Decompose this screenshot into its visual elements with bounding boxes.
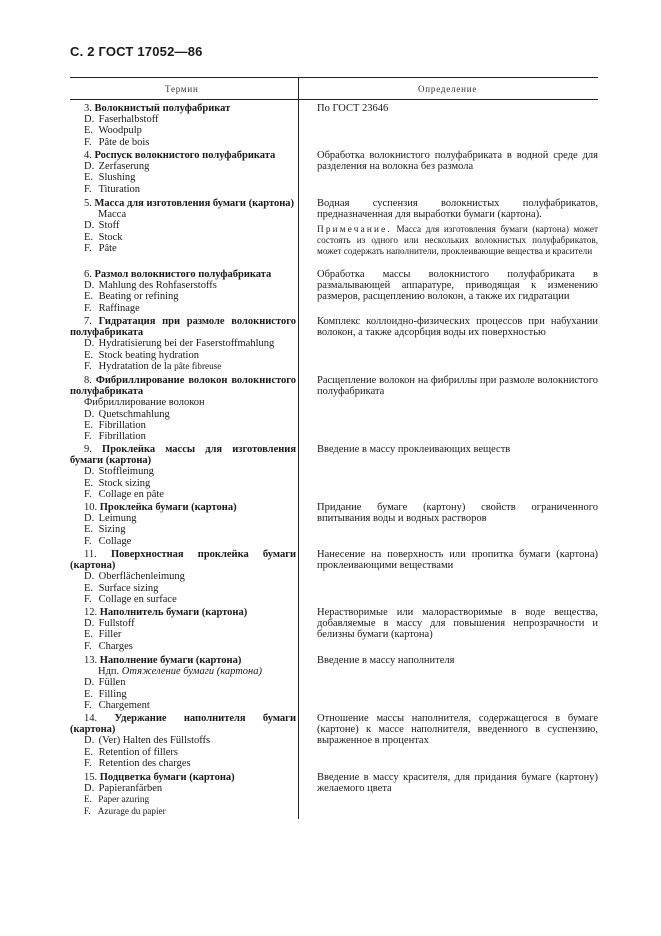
term-de: Füllen	[98, 677, 126, 689]
definition-text: Нерастворимые или малорастворимые в воде вещества, добавляемые в массу для повышения непрозрачности и белизны бумаги (картона)	[317, 607, 598, 641]
entry-number: 6.	[84, 269, 92, 280]
term-title: Размол волокнистого полуфабриката	[94, 269, 272, 280]
lang-code-e: E.	[84, 477, 94, 489]
term-de: Stoffleimung	[98, 466, 154, 478]
lang-code-f: F.	[84, 535, 92, 547]
term-en: Woodpulp	[98, 125, 142, 137]
definition-note	[317, 224, 598, 256]
term-de: Zerfaserung	[98, 161, 150, 173]
note-text: Масса для изготовления бумаги (картона) может состоять из одного или нескольких волокнистых полуфабрикатов, может содержать наполнители, проклеивающие вещества и красители	[317, 224, 598, 256]
term-en: Sizing	[98, 524, 126, 536]
lang-code-d: D.	[84, 783, 95, 795]
note-label: Примечание.	[317, 224, 392, 235]
term-column	[70, 713, 296, 769]
term-en: Retention of fillers	[98, 746, 178, 758]
term-title: Волокнистый полуфабрикат	[94, 103, 231, 114]
term-title: Наполнение бумаги (картона)	[99, 655, 242, 666]
entry-number: 14.	[84, 713, 98, 724]
term-en: Surface sizing	[98, 582, 159, 594]
term-column	[70, 655, 296, 711]
column-header-term: Термин	[165, 84, 199, 94]
ndp-term: Отяжеление бумаги (картона)	[121, 666, 263, 678]
term-column	[70, 549, 296, 605]
lang-code-f: F.	[84, 242, 92, 254]
term-en: Paper azuring	[98, 794, 150, 805]
term-title-wrapped	[70, 713, 296, 735]
entry-number: 12.	[84, 607, 98, 618]
lang-code-f: F.	[84, 360, 92, 372]
definition-text: Введение в массу проклеивающих веществ	[317, 444, 511, 455]
lang-code-d: D.	[84, 618, 95, 630]
definition-text: По ГОСТ 23646	[317, 103, 389, 114]
term-column	[70, 772, 296, 817]
lang-code-e: E.	[84, 582, 94, 594]
lang-code-f: F.	[84, 136, 92, 148]
lang-code-f: F.	[84, 431, 92, 443]
entry-number: 3.	[84, 103, 92, 114]
term-column	[70, 316, 296, 372]
lang-code-e: E.	[84, 419, 94, 431]
term-title: Поверхностная проклейка бумаги (картона)	[70, 549, 297, 572]
term-de: Hydratisierung bei der Faserstoffmahlung	[98, 338, 275, 350]
entry-number: 8.	[84, 375, 92, 386]
term-de: Leimung	[98, 513, 137, 525]
lang-code-e: E.	[84, 172, 94, 184]
definition-text: Отношение массы наполнителя, содержащегося в бумаге (картоне) к массе наполнителя, введенного в суспензию, выраженное в процентах	[317, 713, 598, 747]
definition-text: Обработка волокнистого полуфабриката в водной среде для разделения на волокна без размола	[317, 150, 598, 173]
term-fr: Azurage du papier	[97, 805, 166, 816]
term-column	[70, 198, 296, 254]
term-synonym: Фибриллирование волокон	[84, 397, 205, 409]
term-de: Quetschmahlung	[98, 408, 170, 420]
term-title: Наполнитель бумаги (картона)	[99, 607, 248, 618]
term-fr: Fibrillation	[98, 431, 146, 443]
term-fr: Collage en pâte	[98, 488, 164, 500]
term-fr: Collage en surface	[98, 593, 177, 605]
term-en: Slushing	[98, 172, 136, 184]
lang-code-d: D.	[84, 677, 95, 689]
lang-code-f: F.	[84, 640, 92, 652]
term-title: Подцветка бумаги (картона)	[99, 772, 235, 783]
definition-text: Введение в массу красителя, для придания бумаге (картону) желаемого цвета	[317, 772, 598, 795]
definition-cell	[317, 198, 598, 256]
term-column	[70, 502, 296, 547]
entry-number: 7.	[84, 316, 92, 327]
lang-code-d: D.	[84, 408, 95, 420]
definition-text: Комплекс коллоидно-физических процессов при набухании волокон, а также адсорбция воды их поверхностью	[317, 316, 598, 339]
lang-code-d: D.	[84, 735, 95, 747]
lang-code-d: D.	[84, 571, 95, 583]
table-header-rule	[70, 99, 598, 100]
term-column	[70, 375, 296, 442]
lang-code-e: E.	[84, 746, 94, 758]
lang-code-e: E.	[84, 524, 94, 536]
page-header: С. 2 ГОСТ 17052—86	[70, 44, 203, 59]
term-de: Stoff	[98, 220, 120, 232]
lang-code-f: F.	[84, 699, 92, 711]
term-en: Filling	[98, 688, 127, 700]
term-fr: Charges	[98, 640, 133, 652]
definition-text: Расщепление волокон на фибриллы при размоле волокнистого полуфабриката	[317, 375, 598, 398]
definition-text: Обработка массы волокнистого полуфабриката в размалывающей аппаратуре, приводящая к изменению размеров, расщеплению волокон, а также их гидратации	[317, 269, 598, 303]
entry-number: 11.	[84, 549, 97, 560]
lang-code-e: E.	[84, 125, 94, 137]
lang-code-d: D.	[84, 338, 95, 350]
definition-text: Нанесение на поверхность или пропитка бумаги (картона) проклеивающими веществами	[317, 549, 598, 572]
definition-text: Водная суспензия волокнистых полуфабрикатов, предназначенная для выработки бумаги (картона).	[317, 198, 598, 221]
term-title: Фибриллирование волокон волокнистого полуфабриката	[70, 375, 297, 398]
lang-code-f: F.	[84, 302, 92, 314]
term-de: Faserhalbstoff	[98, 114, 159, 126]
term-de: Fullstoff	[98, 618, 135, 630]
term-de: (Ver) Halten des Füllstoffs	[98, 735, 211, 747]
ndp-label: Ндп.	[98, 666, 120, 678]
entry-number: 9.	[84, 444, 92, 455]
term-deprecated	[70, 666, 296, 677]
term-column	[70, 444, 296, 500]
term-en: Beating or refining	[98, 291, 179, 303]
lang-code-e: E.	[84, 291, 94, 303]
term-column	[70, 607, 296, 652]
lang-code-d: D.	[84, 466, 95, 478]
term-title: Удержание наполнителя бумаги (картона)	[70, 713, 296, 736]
entry-number: 5.	[84, 198, 92, 209]
lang-code-d: D.	[84, 513, 95, 525]
term-title: Проклейка массы для изготовления бумаги (картона)	[70, 444, 297, 467]
lang-code-e: E.	[84, 688, 94, 700]
term-title: Роспуск волокнистого полуфабриката	[94, 150, 276, 161]
entry-number: 10.	[84, 502, 98, 513]
lang-code-e: E.	[84, 231, 94, 243]
entry-number: 15.	[84, 772, 98, 783]
term-de: Papieranfärben	[98, 783, 163, 795]
term-title-wrapped	[70, 375, 296, 397]
lang-code-d: D.	[84, 280, 95, 292]
lang-code-d: D.	[84, 114, 95, 126]
lang-code-f: F.	[84, 757, 92, 769]
term-synonym: Масса	[98, 209, 127, 221]
lang-code-d: D.	[84, 161, 95, 173]
entry-number: 13.	[84, 655, 98, 666]
term-fr: Pâte de bois	[98, 136, 150, 148]
term-fr: Tituration	[98, 183, 141, 195]
entry-number: 4.	[84, 150, 92, 161]
lang-code-f: F.	[84, 488, 92, 500]
term-title: Проклейка бумаги (картона)	[99, 502, 237, 513]
term-column	[70, 150, 296, 195]
term-fr: Hydratation de la pâte fibreuse	[98, 360, 222, 372]
term-en: Fibrillation	[98, 419, 146, 431]
term-en: Stock sizing	[98, 477, 151, 489]
lang-code-e: E.	[84, 349, 94, 361]
term-en: Stock beating hydration	[98, 349, 199, 361]
column-header-definition: Определение	[418, 84, 478, 94]
term-fr: Pâte	[98, 242, 117, 254]
term-de: Oberflächenleimung	[98, 571, 185, 583]
term-title-wrapped	[70, 444, 296, 466]
term-fr: Collage	[98, 535, 132, 547]
term-title-wrapped	[70, 316, 296, 338]
term-fr: Chargement	[98, 699, 150, 711]
term-column	[70, 103, 296, 148]
term-title: Гидратация при размоле волокнистого полуфабриката	[70, 316, 296, 339]
term-fr: Retention des charges	[98, 757, 191, 769]
term-en: Filler	[98, 629, 122, 641]
lang-code-e: E.	[84, 629, 94, 641]
term-de: Mahlung des Rohfaserstoffs	[98, 280, 217, 292]
definition-text: Придание бумаге (картону) свойств ограниченного впитывания воды и водных растворов	[317, 502, 598, 525]
lang-code-f: F.	[84, 805, 91, 816]
lang-code-f: F.	[84, 183, 92, 195]
column-divider	[298, 77, 299, 819]
lang-code-f: F.	[84, 593, 92, 605]
term-title-wrapped	[70, 549, 296, 571]
lang-code-d: D.	[84, 220, 95, 232]
lang-code-e: E.	[84, 794, 92, 805]
term-column	[70, 269, 296, 314]
term-en: Stock	[98, 231, 123, 243]
term-title: Масса для изготовления бумаги (картона)	[94, 198, 295, 209]
table-top-rule	[70, 77, 598, 78]
term-fr: Raffinage	[98, 302, 140, 314]
definition-text: Введение в массу наполнителя	[317, 655, 455, 666]
